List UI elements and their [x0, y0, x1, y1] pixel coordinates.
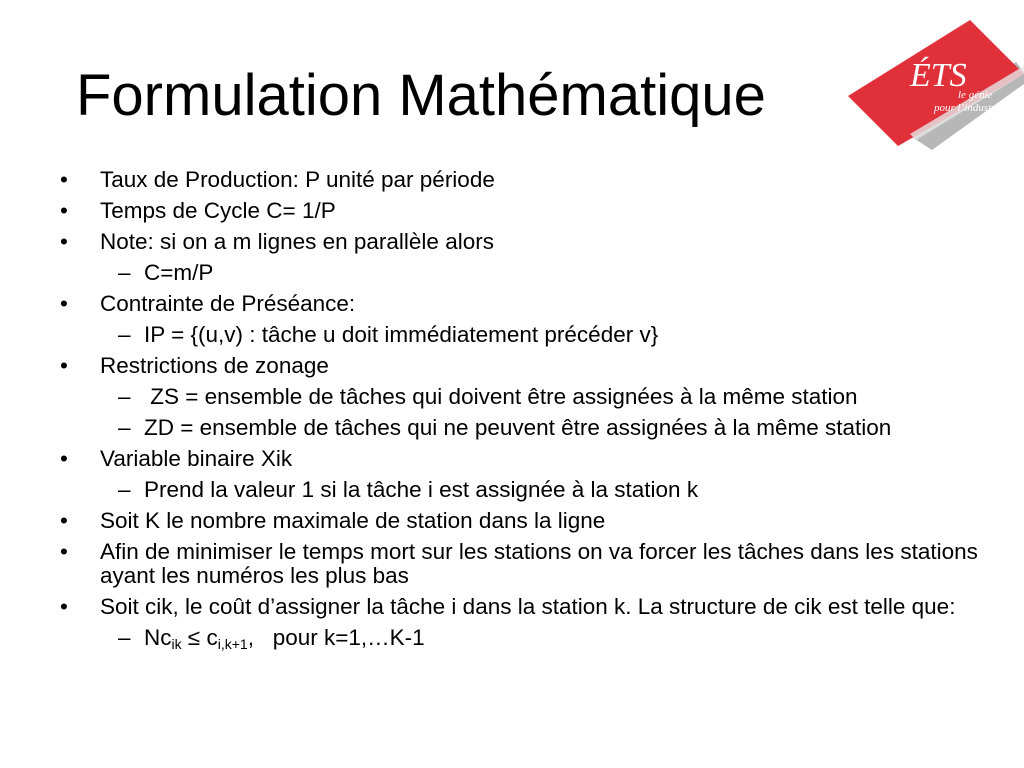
formula — [144, 625, 425, 650]
bullet-marker: • — [60, 539, 68, 564]
bullet-marker: • — [60, 167, 68, 192]
ets-logo — [848, 14, 1024, 154]
bullet-item — [0, 540, 1024, 588]
bullet-item — [0, 595, 1024, 619]
bullet-text: Afin de minimiser le temps mort sur les stations on va forcer les tâches dans les stations ayant les numéros les plus bas — [100, 539, 978, 588]
bullet-marker: • — [60, 508, 68, 533]
sub-bullet-item — [0, 385, 1024, 409]
dash-marker: – — [118, 322, 131, 347]
sub-bullet-text: ZS = ensemble de tâches qui doivent être assignées à la même station — [144, 384, 858, 409]
dash-marker: – — [118, 477, 131, 502]
sub-bullet-text: ZD = ensemble de tâches qui ne peuvent être assignées à la même station — [144, 415, 892, 440]
bullet-item — [0, 447, 1024, 471]
bullet-marker: • — [60, 353, 68, 378]
bullet-marker: • — [60, 291, 68, 316]
bullet-item — [0, 230, 1024, 254]
bullet-text: Soit K le nombre maximale de station dans la ligne — [100, 508, 606, 533]
bullet-item — [0, 199, 1024, 223]
bullet-marker: • — [60, 446, 68, 471]
bullet-text: Restrictions de zonage — [100, 353, 329, 378]
bullet-text: Contrainte de Préséance: — [100, 291, 356, 316]
bullet-text: Variable binaire Xik — [100, 446, 293, 471]
formula-subscript: ik — [171, 636, 182, 652]
logo-brand: ÉTS — [910, 57, 967, 94]
dash-marker: – — [118, 260, 131, 285]
dash-marker: – — [118, 415, 131, 440]
bullet-marker: • — [60, 229, 68, 254]
formula-part: ≤ c — [181, 625, 218, 650]
sub-bullet-item — [0, 323, 1024, 347]
bullet-marker: • — [60, 594, 68, 619]
formula-part: , pour k=1,…K-1 — [247, 625, 425, 650]
sub-bullet-text: IP = {(u,v) : tâche u doit immédiatement précéder v} — [144, 322, 659, 347]
bullet-text: Taux de Production: P unité par période — [100, 167, 495, 192]
sub-bullet-item — [0, 478, 1024, 502]
formula-subscript: i,k+1 — [217, 636, 248, 652]
formula-part: Nc — [144, 625, 172, 650]
sub-bullet-text: Prend la valeur 1 si la tâche i est assignée à la station k — [144, 477, 699, 502]
slide-title: Formulation Mathématique — [76, 63, 766, 128]
bullet-list — [0, 168, 1024, 663]
sub-bullet-item — [0, 416, 1024, 440]
formula-item — [0, 626, 1024, 656]
bullet-marker: • — [60, 198, 68, 223]
bullet-text: Soit cik, le coût d’assigner la tâche i dans la station k. La structure de cik est telle que: — [100, 594, 956, 619]
bullet-text: Temps de Cycle C= 1/P — [100, 198, 336, 223]
logo-tagline-line1: le génie — [958, 89, 993, 101]
bullet-item — [0, 292, 1024, 316]
bullet-item — [0, 354, 1024, 378]
dash-marker: – — [118, 625, 131, 650]
sub-bullet-text: C=m/P — [144, 260, 214, 285]
sub-bullet-item — [0, 261, 1024, 285]
bullet-text: Note: si on a m lignes en parallèle alors — [100, 229, 494, 254]
bullet-item — [0, 509, 1024, 533]
bullet-item — [0, 168, 1024, 192]
dash-marker: – — [118, 384, 131, 409]
logo-tagline-line2: pour l’industrie — [934, 102, 1004, 114]
